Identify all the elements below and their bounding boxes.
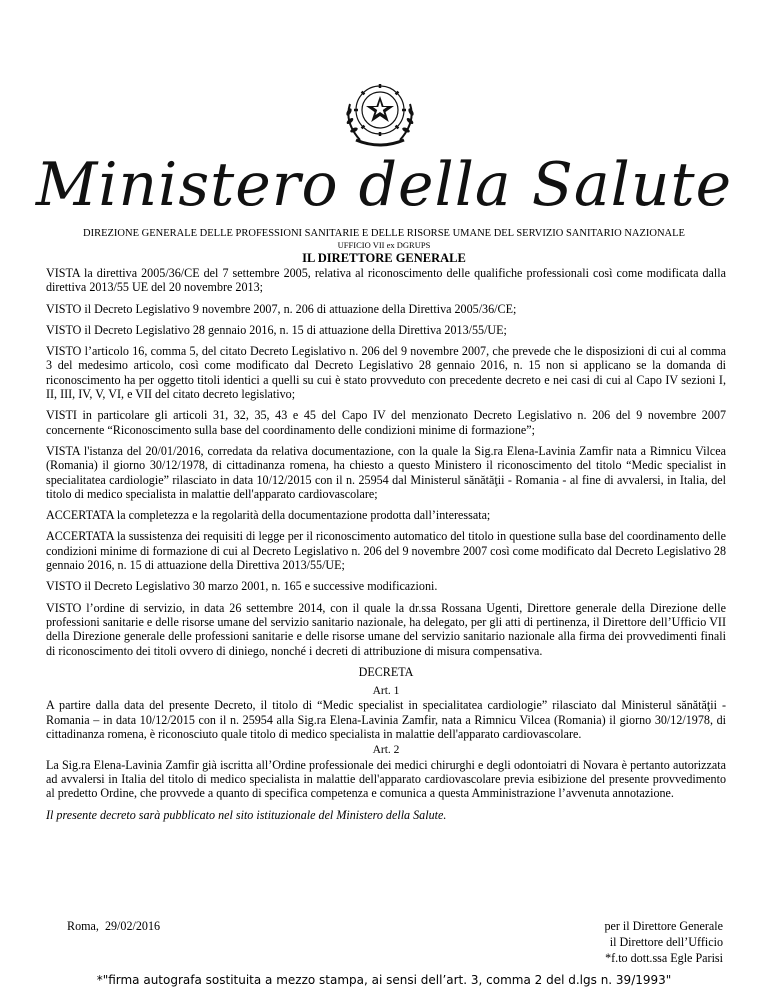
recital-paragraph: VISTO l’articolo 16, comma 5, del citato Decreto Legislativo n. 206 del 9 novembre 2007, che prevede che le disposizioni di cui al comma 3 del medesimo articolo, così come modificato dal Decreto Legislativo 28 gennaio 2016, n. 15 non si applicano se la domanda di riconoscimento ha per oggetto titoli identici a quelli su cui è stato provveduto con precedente decreto e nei casi di cui al Capo IV sezioni I, II, III, IV, V, VI, e VII del citato decreto legislativo; (46, 344, 726, 402)
decreta-heading: DECRETA (358, 664, 414, 679)
decree-body (46, 266, 726, 829)
signature-line: *f.to dott.ssa Egle Parisi (605, 951, 723, 965)
recital-paragraph: VISTA la direttiva 2005/36/CE del 7 settembre 2005, relativa al riconoscimento delle qualifiche professionali così come modificata dalla direttiva 2013/55 UE del 20 novembre 2013; (46, 266, 726, 295)
direttore-heading: IL DIRETTORE GENERALE (302, 251, 466, 265)
signature-line: per il Direttore Generale (604, 919, 723, 933)
italian-republic-emblem-icon (340, 74, 420, 150)
recital-paragraph: VISTA l'istanza del 20/01/2016, corredata da relativa documentazione, con la quale la Sig.ra Elena-Lavinia Zamfir nata a Rimnicu Vilcea (Romania) il giorno 30/12/1978, di cittadinanza romena, ha chiesto a questo Ministero il riconoscimento del titolo “Medic specialist in specialitatea cardiologie” rilasciato in data 10/12/2015 con il n. 25954 dal Ministerul sănătăţii - Romania - al fine di avvalersi, in Italia, del titolo di medico specialista in malattie dell'apparato cardiovascolare; (46, 443, 726, 501)
article-2-heading: Art. 2 (372, 744, 400, 757)
recital-paragraph: VISTO il Decreto Legislativo 30 marzo 2001, n. 165 e successive modificazioni. (46, 579, 438, 594)
article-1-text: A partire dalla data del presente Decreto, il titolo di “Medic specialist in specialitatea cardiologie” rilasciato dal Ministerul sănătăţii - Romania – in data 10/12/2015 con il n. 25954 alla Sig.ra Elena-Lavinia Zamfir, nata a Rimnicu Vilcea (Romania) il giorno 30/12/1978, di cittadinanza romena, è riconosciuto quale titolo di medico specialista in malattie dell'apparato cardiovascolare. (46, 698, 726, 742)
closing-block (0, 918, 768, 968)
recital-paragraph: VISTI in particolare gli articoli 31, 32, 35, 43 e 45 del Capo IV del menzionato Decreto Legislativo n. 206 del 9 novembre 2007 concernente “Riconoscimento sulla base del coordinamento delle condizioni minime di formazione”; (46, 408, 726, 437)
recital-paragraph: ACCERTATA la completezza e la regolarità della documentazione prodotta dall’interessata; (46, 508, 491, 523)
signature-line: il Direttore dell’Ufficio (609, 935, 723, 949)
publication-note: Il presente decreto sarà pubblicato nel sito istituzionale del Ministero della Salute. (46, 807, 447, 822)
place-date: Roma, 29/02/2016 (67, 919, 161, 933)
recital-paragraph: VISTO il Decreto Legislativo 28 gennaio 2016, n. 15 di attuazione della Direttiva 2013/55/UE; (46, 322, 507, 337)
article-1-heading: Art. 1 (372, 685, 400, 698)
recital-paragraph: VISTO l’ordine di servizio, in data 26 settembre 2014, con il quale la dr.ssa Rossana Ugenti, Direttore generale della Direzione delle professioni sanitarie e delle risorse umane del servizio sanitario nazionale, ha delegato, per gli atti di pertinenza, il Direttore dell’Ufficio VII della Direzione generale delle professioni sanitarie e delle risorse umane del servizio sanitario nazionale alla firma dei provvedimenti finali di riconoscimento dei titoli ovvero di diniego, nonché i decreti di attribuzione di misura compensativa. (46, 600, 726, 658)
article-2-text: La Sig.ra Elena-Lavinia Zamfir già iscritta all’Ordine professionale dei medici chirurghi e degli odontoiatri di Novara è pertanto autorizzata ad avvalersi in Italia del titolo di medico specialista in malattie dell'apparato cardiovascolare previa esibizione del presente provvedimento al predetto Ordine, che provvede a quanto di specifica competenza e comunica a questa Amministrazione l’avvenuta annotazione. (46, 757, 726, 801)
direzione-generale: DIREZIONE GENERALE DELLE PROFESSIONI SANITARIE E DELLE RISORSE UMANE DEL SERVIZIO SANITARIO NAZIONALE (83, 228, 685, 239)
ufficio-label: UFFICIO VII ex DGRUPS (337, 240, 431, 250)
ministry-title: Ministero della Salute (35, 150, 733, 220)
recital-paragraph: ACCERTATA la sussistenza dei requisiti di legge per il riconoscimento automatico del titolo in questione sulla base del coordinamento delle condizioni minime di formazione di cui al Decreto Legislativo n. 206 del 9 novembre 2007 così come modificato dal Decreto Legislativo 28 gennaio 2016, n. 15 di attuazione della Direttiva 2013/55/UE; (46, 529, 726, 573)
signature-footnote: *"firma autografa sostituita a mezzo stampa, ai sensi dell’art. 3, comma 2 del d.lgs n. 39/1993" (96, 973, 672, 987)
recital-paragraph: VISTO il Decreto Legislativo 9 novembre 2007, n. 206 di attuazione della Direttiva 2005/36/CE; (46, 301, 517, 316)
signature-block (604, 918, 723, 966)
